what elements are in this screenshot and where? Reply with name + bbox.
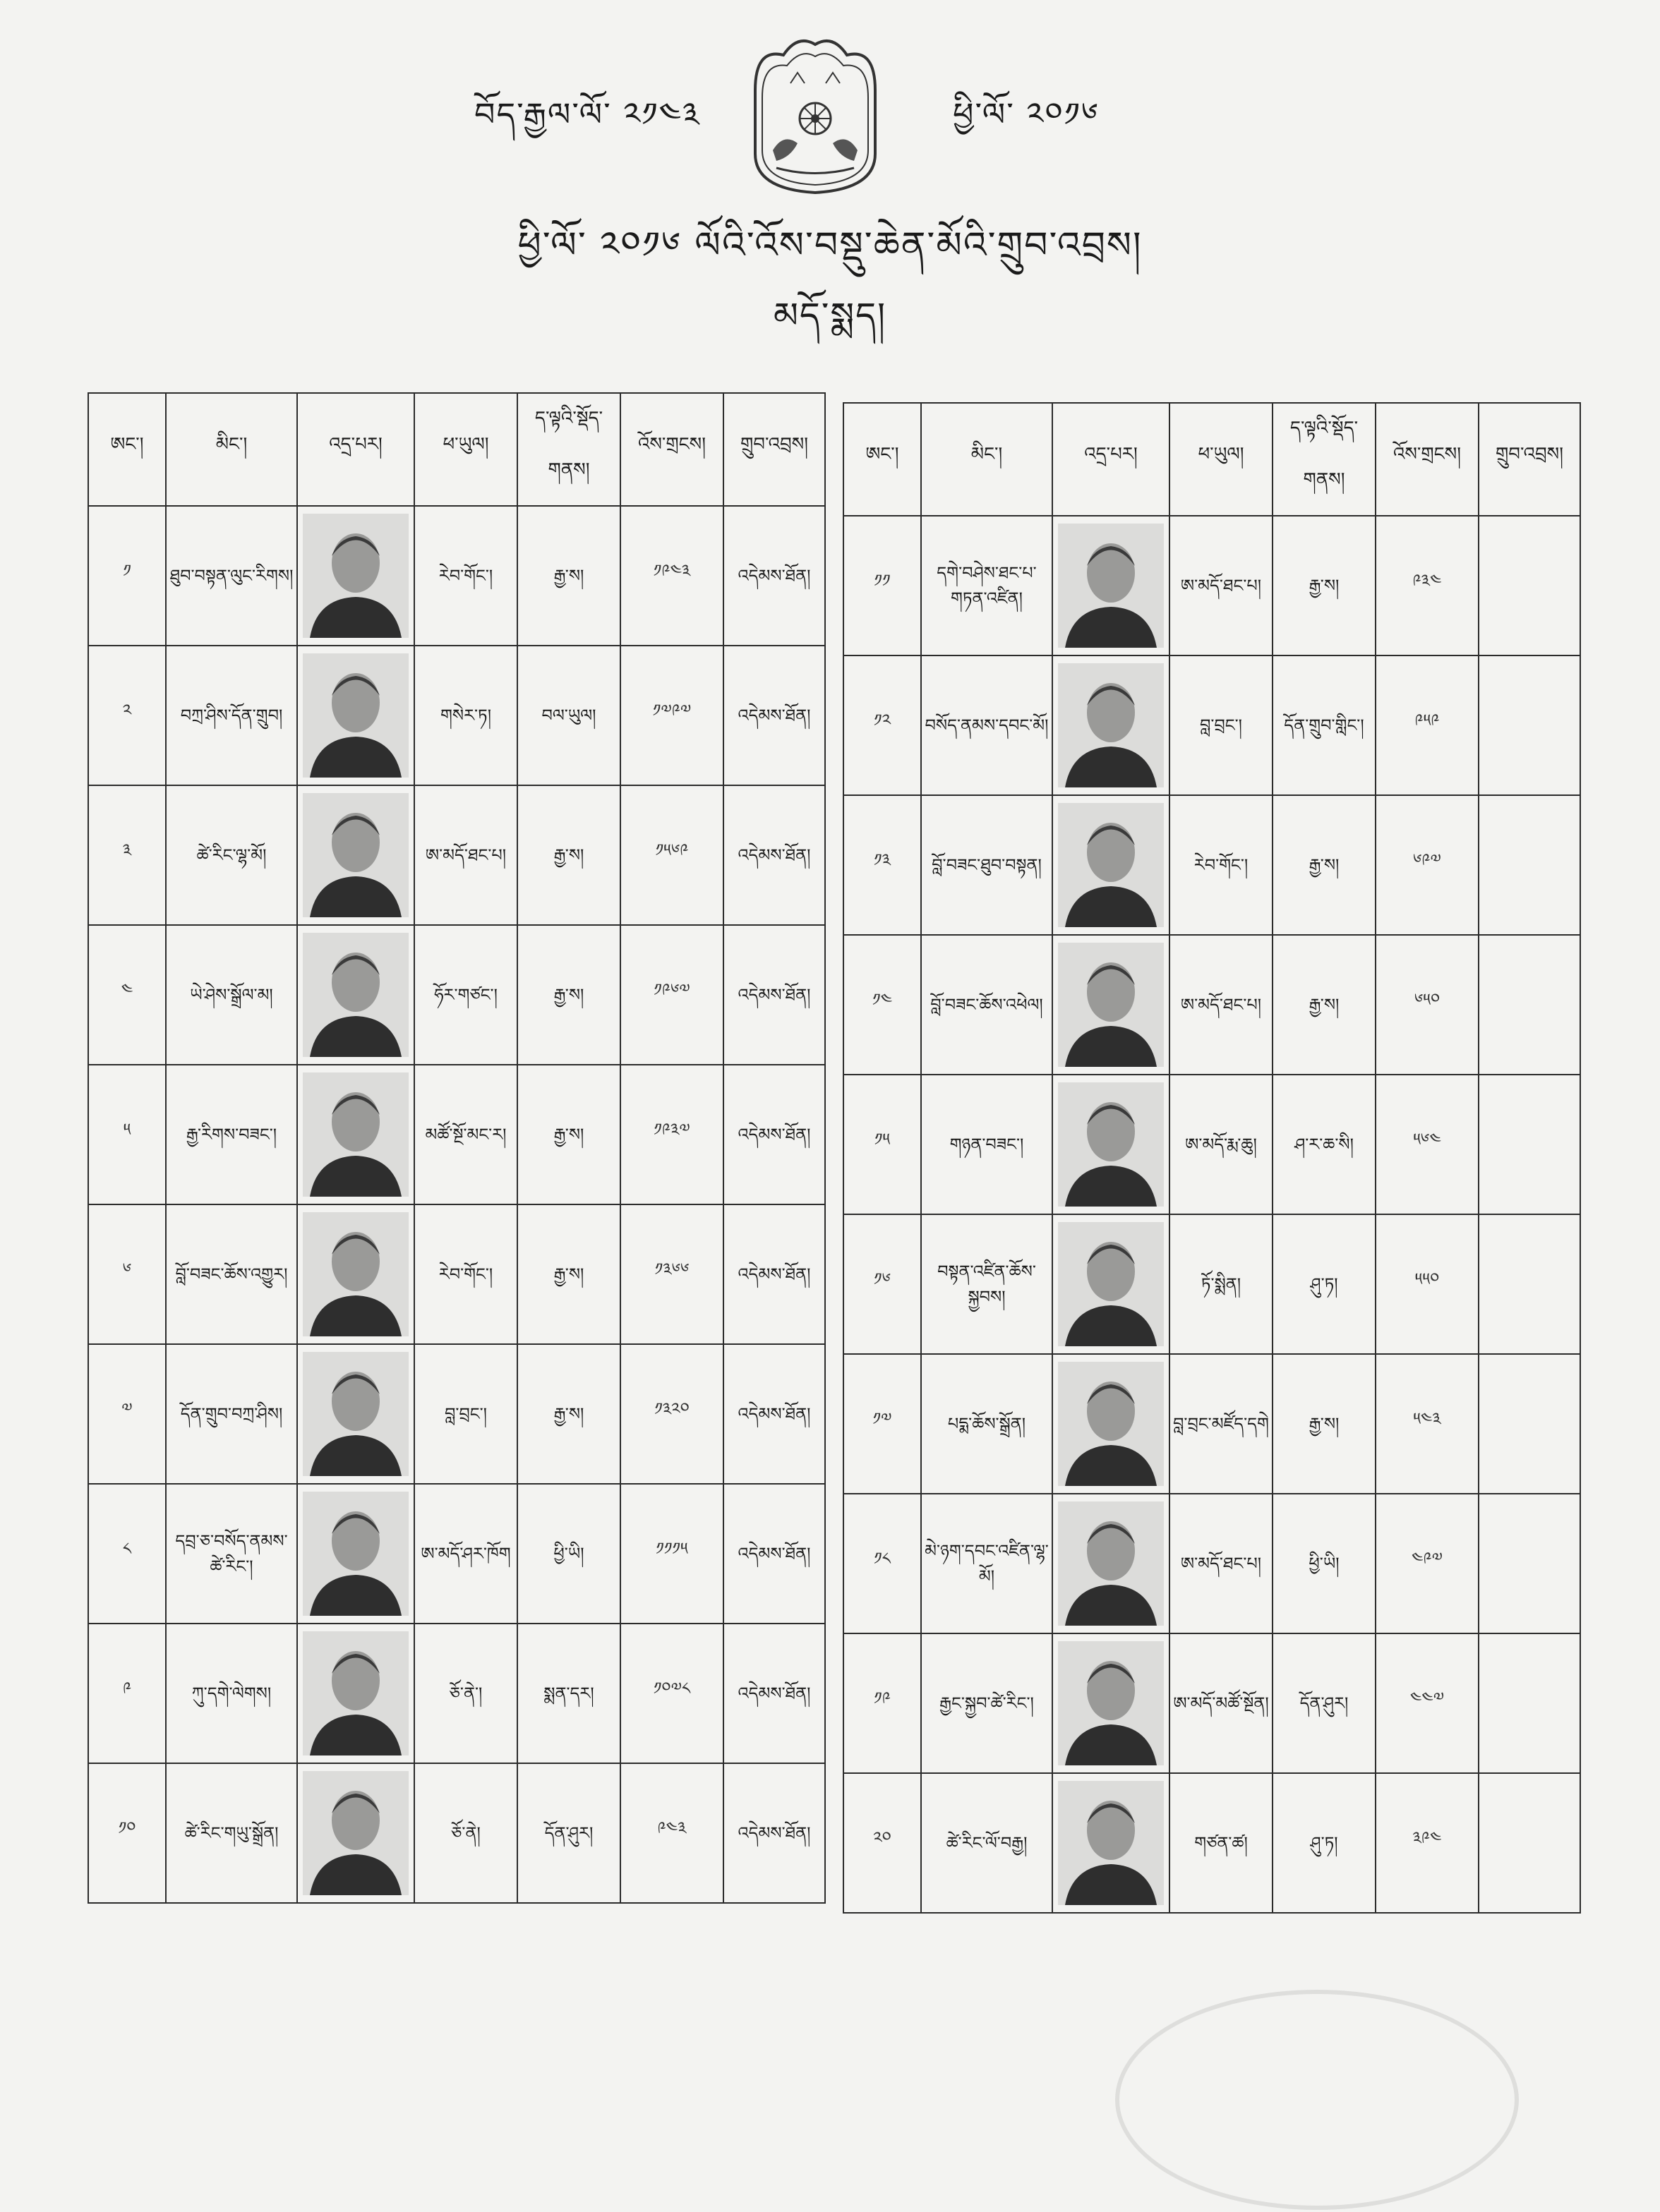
candidate-photo: [1058, 943, 1164, 1067]
col-header-photo: འདྲ་པར།: [297, 393, 414, 506]
candidate-votes: ༡༩༣༧: [620, 1065, 723, 1204]
candidate-name: བསྟན་འཛིན་ཆོས་སྐྱབས།: [921, 1214, 1052, 1354]
candidate-photo: [1058, 1222, 1164, 1346]
candidate-origin: ཨ་མདོ་ཐང་པ།: [1169, 516, 1273, 655]
candidate-name: བསོད་ནམས་དབང་མོ།: [921, 655, 1052, 795]
col-header-result: གྲུབ་འབྲས།: [723, 393, 825, 506]
candidate-result: [1479, 935, 1580, 1075]
candidate-photo: [1058, 1501, 1164, 1626]
candidate-residence: རྒྱ་ས།: [517, 506, 620, 646]
col-header-votes: འོས་གྲངས།: [620, 393, 723, 506]
candidate-votes: ༥༥༠: [1376, 1214, 1479, 1354]
candidate-votes: ༩༥༩: [1376, 655, 1479, 795]
candidate-origin: རེབ་གོང་།: [414, 1204, 517, 1344]
candidate-number: ༡༢: [843, 655, 921, 795]
candidate-number: ༢: [88, 646, 166, 785]
candidate-votes: ༥༦༤: [1376, 1075, 1479, 1214]
candidate-photo-cell: [1052, 1214, 1169, 1354]
col-header-residence: ད་ལྟའི་སྡོད་གནས།: [517, 393, 620, 506]
candidate-residence: དོན་ཤུར།: [517, 1763, 620, 1903]
candidate-residence: རྒྱ་ས།: [517, 1204, 620, 1344]
candidate-votes: ༡༧༩༧: [620, 646, 723, 785]
table-row: [843, 1354, 1580, 1494]
candidate-residence: ཤ་ར་ཆ་སི།: [1273, 1075, 1376, 1214]
candidate-photo: [1058, 1362, 1164, 1486]
candidate-residence: དོན་ཤུར།: [1273, 1633, 1376, 1773]
col-header-name: མིང་།: [921, 403, 1052, 516]
candidate-number: ༤: [88, 925, 166, 1065]
candidate-result: [1479, 1633, 1580, 1773]
candidate-origin: ཨ་མདོ་ཐང་པ།: [414, 785, 517, 925]
candidate-votes: ༤༤༧: [1376, 1633, 1479, 1773]
candidate-result: འདེམས་ཐོན།: [723, 1065, 825, 1204]
candidate-result: [1479, 516, 1580, 655]
candidate-origin: མཚོ་སྔོ་མང་ར།: [414, 1065, 517, 1204]
candidate-name: གཉན་བཟང་།: [921, 1075, 1052, 1214]
candidate-photo: [1058, 1082, 1164, 1207]
tibetan-year: བོད་རྒྱལ་ལོ་ ༢༡༤༣: [474, 95, 701, 133]
candidate-photo-cell: [1052, 1773, 1169, 1913]
candidate-residence: ཤུ་ཏ།: [1273, 1214, 1376, 1354]
candidate-name: བློ་བཟང་ཐུབ་བསྟན།: [921, 795, 1052, 935]
candidate-result: འདེམས་ཐོན།: [723, 1484, 825, 1624]
table-row: [88, 646, 825, 785]
col-header-photo: འདྲ་པར།: [1052, 403, 1169, 516]
candidate-result: འདེམས་ཐོན།: [723, 1763, 825, 1903]
candidate-photo: [303, 793, 409, 917]
page-subtitle: མདོ་སྨད།: [773, 295, 887, 336]
candidate-name: བཀྲ་ཤིས་དོན་གྲུབ།: [166, 646, 297, 785]
col-header-result: གྲུབ་འབྲས།: [1479, 403, 1580, 516]
col-header-origin: ཕ་ཡུལ།: [414, 393, 517, 506]
candidate-origin: གཙན་ཚ།: [1169, 1773, 1273, 1913]
candidate-photo-cell: [1052, 516, 1169, 655]
candidate-photo: [303, 514, 409, 638]
candidate-residence: རྒྱ་ས།: [517, 1065, 620, 1204]
candidate-origin: ཅོ་ནེ་།: [414, 1624, 517, 1763]
candidate-name: ཚེ་རིང་གཡུ་སྒྲོན།: [166, 1763, 297, 1903]
table-row: [843, 1494, 1580, 1633]
candidate-name: ཀུ་དགེ་ལེགས།: [166, 1624, 297, 1763]
candidate-residence: རྒྱ་ས།: [1273, 1354, 1376, 1494]
candidate-votes: ༤༩༧: [1376, 1494, 1479, 1633]
candidate-number: ༧: [88, 1344, 166, 1484]
candidate-result: [1479, 1773, 1580, 1913]
candidate-residence: བལ་ཡུལ།: [517, 646, 620, 785]
candidate-photo-cell: [297, 506, 414, 646]
candidate-residence: རྒྱ་ས།: [1273, 516, 1376, 655]
candidate-origin: ཏོ་སྨིན།: [1169, 1214, 1273, 1354]
candidate-photo: [303, 1072, 409, 1197]
candidate-name: རྒྱང་སྐྱབ་ཚེ་རིང་།: [921, 1633, 1052, 1773]
table-row: [88, 1763, 825, 1903]
candidate-residence: ཕྱི་ཡི།: [517, 1484, 620, 1624]
table-header-row: [843, 403, 1580, 516]
col-header-residence: ད་ལྟའི་སྡོད་གནས།: [1273, 403, 1376, 516]
candidate-number: ༡༥: [843, 1075, 921, 1214]
candidate-photo-cell: [297, 1763, 414, 1903]
candidate-votes: ༦༩༧: [1376, 795, 1479, 935]
candidate-residence: ཕྱི་ཡི།: [1273, 1494, 1376, 1633]
table-header-row: [88, 393, 825, 506]
candidate-photo: [303, 1631, 409, 1755]
candidate-name: བློ་བཟང་ཆོས་འཕེལ།: [921, 935, 1052, 1075]
candidate-residence: རྒྱ་ས།: [517, 785, 620, 925]
table-row: [88, 506, 825, 646]
candidate-residence: རྒྱ་ས།: [1273, 795, 1376, 935]
candidate-photo-cell: [297, 1344, 414, 1484]
candidate-name: དགེ་བཤེས་ཐང་པ་གཏན་འཛིན།: [921, 516, 1052, 655]
table-row: [843, 935, 1580, 1075]
candidate-votes: ༥༤༣: [1376, 1354, 1479, 1494]
candidate-residence: དོན་གྲུབ་གླིང་།: [1273, 655, 1376, 795]
candidate-origin: གསེར་ཏ།: [414, 646, 517, 785]
candidate-number: ༡༩: [843, 1633, 921, 1773]
candidate-number: ༡༡: [843, 516, 921, 655]
candidate-photo: [303, 1771, 409, 1895]
candidate-photo-cell: [1052, 1494, 1169, 1633]
candidate-result: འདེམས་ཐོན།: [723, 1624, 825, 1763]
candidate-photo: [303, 1492, 409, 1616]
candidate-votes: ༩༤༣: [620, 1763, 723, 1903]
col-header-number: ཨང་།: [88, 393, 166, 506]
candidate-number: ༡༦: [843, 1214, 921, 1354]
page-title: ཕྱི་ལོ་ ༢༠༡༦ ལོའི་འོས་བསྡུ་ཆེན་མོའི་གྲུབ་འབྲས།: [517, 224, 1143, 267]
candidate-origin: ཧོར་གཙང་།: [414, 925, 517, 1065]
candidate-photo-cell: [297, 646, 414, 785]
table-row: [843, 1075, 1580, 1214]
candidate-votes: ༡༡༡༥: [620, 1484, 723, 1624]
candidate-result: འདེམས་ཐོན།: [723, 1344, 825, 1484]
candidate-number: ༣: [88, 785, 166, 925]
candidate-photo-cell: [1052, 1633, 1169, 1773]
table-row: [88, 1624, 825, 1763]
table-row: [88, 1484, 825, 1624]
candidate-votes: ༩༣༤: [1376, 516, 1479, 655]
results-table-right: [843, 402, 1581, 1914]
candidate-votes: ༡༥༦༩: [620, 785, 723, 925]
candidate-origin: ཅོ་ནེ།: [414, 1763, 517, 1903]
candidate-result: [1479, 1214, 1580, 1354]
candidate-photo-cell: [297, 1624, 414, 1763]
candidate-number: ༨: [88, 1484, 166, 1624]
candidate-residence: སྨན་དར།: [517, 1624, 620, 1763]
results-table-left: [88, 392, 826, 1904]
candidate-photo-cell: [1052, 795, 1169, 935]
gregorian-year: ཕྱི་ལོ་ ༢༠༡༦: [953, 95, 1100, 133]
candidate-photo-cell: [297, 1065, 414, 1204]
candidate-number: ༡༧: [843, 1354, 921, 1494]
candidate-photo: [303, 933, 409, 1057]
candidate-number: ༥: [88, 1065, 166, 1204]
candidate-photo-cell: [1052, 655, 1169, 795]
candidate-photo-cell: [297, 925, 414, 1065]
candidate-residence: རྒྱ་ས།: [1273, 935, 1376, 1075]
candidate-residence: ཤུ་ཏ།: [1273, 1773, 1376, 1913]
candidate-residence: རྒྱ་ས།: [517, 1344, 620, 1484]
table-row: [843, 655, 1580, 795]
candidate-number: ༦: [88, 1204, 166, 1344]
candidate-result: [1479, 795, 1580, 935]
candidate-photo-cell: [1052, 1354, 1169, 1494]
table-row: [88, 1204, 825, 1344]
candidate-photo: [303, 1352, 409, 1476]
candidate-number: ༡: [88, 506, 166, 646]
table-row: [843, 795, 1580, 935]
candidate-origin: ཨ་མདོ་ཐང་པ།: [1169, 935, 1273, 1075]
candidate-name: པདྨ་ཆོས་སྒྲོན།: [921, 1354, 1052, 1494]
candidate-photo: [1058, 524, 1164, 648]
table-row: [843, 1773, 1580, 1913]
candidate-photo-cell: [297, 785, 414, 925]
candidate-name: ཚེ་རིང་ལོ་བརྒྱ།: [921, 1773, 1052, 1913]
candidate-votes: ༡༩༤༣: [620, 506, 723, 646]
candidate-name: ཡེ་ཤེས་སྒྲོལ་མ།: [166, 925, 297, 1065]
candidate-origin: བླ་བྲང་།: [1169, 655, 1273, 795]
candidate-votes: ༦༥༠: [1376, 935, 1479, 1075]
col-header-name: མིང་།: [166, 393, 297, 506]
candidate-votes: ༡༠༧༨: [620, 1624, 723, 1763]
candidate-result: འདེམས་ཐོན།: [723, 1204, 825, 1344]
candidate-name: ཐུབ་བསྟན་ལུང་རིགས།: [166, 506, 297, 646]
candidate-votes: ༡༩༦༧: [620, 925, 723, 1065]
candidate-result: འདེམས་ཐོན།: [723, 506, 825, 646]
candidate-result: [1479, 1075, 1580, 1214]
table-row: [843, 516, 1580, 655]
candidate-name: མེ་ཉག་དབང་འཛིན་ལྷ་མོ།: [921, 1494, 1052, 1633]
candidate-photo: [303, 1212, 409, 1336]
candidate-number: ༩: [88, 1624, 166, 1763]
candidate-origin: ཨ་མདོ་རྨ་ཆུ།: [1169, 1075, 1273, 1214]
candidate-photo-cell: [297, 1484, 414, 1624]
candidate-votes: ༣༩༤: [1376, 1773, 1479, 1913]
candidate-photo-cell: [1052, 935, 1169, 1075]
candidate-name: དོན་གྲུབ་བཀྲ་ཤིས།: [166, 1344, 297, 1484]
candidate-photo: [303, 653, 409, 778]
candidate-origin: ཨ་མདོ་ཐང་པ།: [1169, 1494, 1273, 1633]
candidate-name: ཚེ་རིང་ལྷ་མོ།: [166, 785, 297, 925]
candidate-origin: ཨ་མདོ་ཤར་ཁོག: [414, 1484, 517, 1624]
candidate-number: ༡༤: [843, 935, 921, 1075]
col-header-number: ཨང་།: [843, 403, 921, 516]
candidate-name: རྒྱ་རིགས་བཟང་།: [166, 1065, 297, 1204]
candidate-votes: ༡༣༢༠: [620, 1344, 723, 1484]
candidate-number: ༡༠: [88, 1763, 166, 1903]
candidate-number: ༡༨: [843, 1494, 921, 1633]
table-row: [843, 1633, 1580, 1773]
col-header-origin: ཕ་ཡུལ།: [1169, 403, 1273, 516]
candidate-result: [1479, 1354, 1580, 1494]
table-row: [843, 1214, 1580, 1354]
candidate-photo: [1058, 803, 1164, 927]
table-row: [88, 785, 825, 925]
candidate-origin: བླ་བྲང་མཛོད་དགེ: [1169, 1354, 1273, 1494]
candidate-number: ༢༠: [843, 1773, 921, 1913]
candidate-origin: བླ་བྲང་།: [414, 1344, 517, 1484]
candidate-result: འདེམས་ཐོན།: [723, 925, 825, 1065]
candidate-result: [1479, 655, 1580, 795]
emblem-seal: [741, 34, 889, 196]
table-row: [88, 925, 825, 1065]
candidate-name: དབྲ་ཅ་བསོད་ནམས་ཚེ་རིང་།: [166, 1484, 297, 1624]
candidate-photo: [1058, 1641, 1164, 1765]
candidate-photo-cell: [1052, 1075, 1169, 1214]
candidate-number: ༡༣: [843, 795, 921, 935]
table-row: [88, 1344, 825, 1484]
faded-stamp: [1115, 1990, 1519, 2210]
candidate-result: འདེམས་ཐོན།: [723, 646, 825, 785]
table-row: [88, 1065, 825, 1204]
candidate-photo-cell: [297, 1204, 414, 1344]
candidate-photo: [1058, 663, 1164, 787]
candidate-photo: [1058, 1781, 1164, 1905]
candidate-result: [1479, 1494, 1580, 1633]
candidate-result: འདེམས་ཐོན།: [723, 785, 825, 925]
candidate-origin: ཨ་མདོ་མཚོ་སྔོན།: [1169, 1633, 1273, 1773]
candidate-votes: ༡༣༦༦: [620, 1204, 723, 1344]
col-header-votes: འོས་གྲངས།: [1376, 403, 1479, 516]
candidate-origin: རེབ་གོང་།: [414, 506, 517, 646]
candidate-origin: རེབ་གོང་།: [1169, 795, 1273, 935]
candidate-name: བློ་བཟང་ཆོས་འགྱུར།: [166, 1204, 297, 1344]
candidate-residence: རྒྱ་ས།: [517, 925, 620, 1065]
